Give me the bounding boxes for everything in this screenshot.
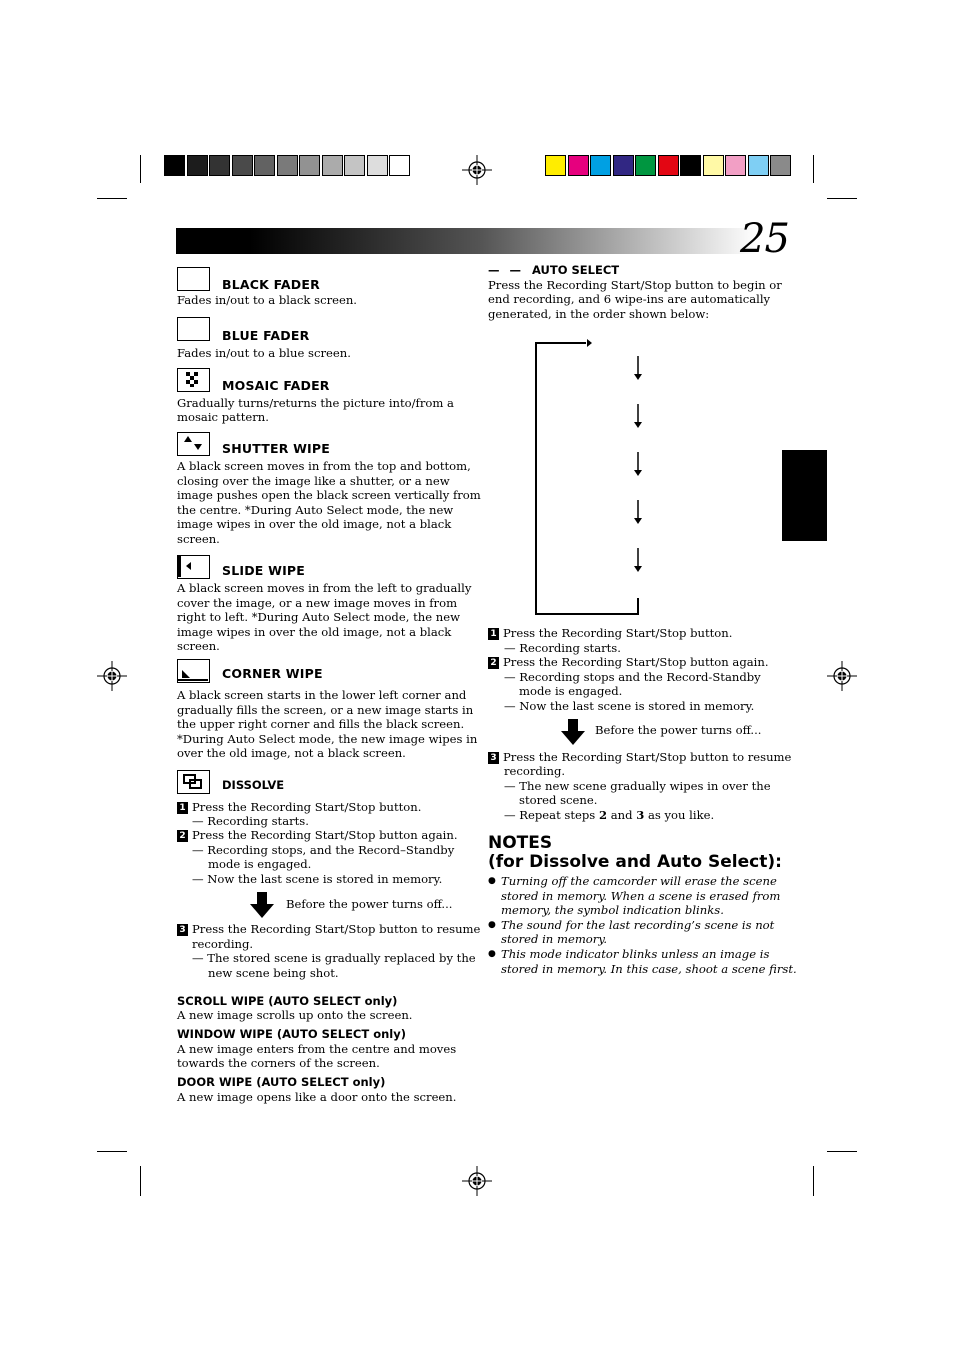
- slide-wipe-text-line: right to left. *During Auto Select mode, the new: [177, 610, 461, 625]
- bullet-icon: ●: [488, 876, 496, 886]
- step-number: 2: [177, 830, 188, 842]
- auto-step-3-sub-1b: stored scene.: [519, 793, 598, 807]
- shutter-wipe-text-line: screen.: [177, 532, 220, 546]
- dissolve-step-1-text: Press the Recording Start/Stop button.: [192, 800, 422, 814]
- color-swatch: [770, 155, 791, 176]
- door-wipe-title: DOOR WIPE (AUTO SELECT only): [177, 1075, 386, 1089]
- dissolve-step-2-text: Press the Recording Start/Stop button again.: [192, 828, 458, 842]
- dissolve-step-2-sub-2: — Now the last scene is stored in memory.: [192, 872, 443, 886]
- mosaic-fader-text-1: Gradually turns/returns the picture into/from a: [177, 396, 454, 410]
- auto-step-1: [488, 626, 732, 641]
- slide-wipe-title: SLIDE WIPE: [222, 563, 306, 578]
- dissolve-step-3-sub-1b: new scene being shot.: [208, 966, 339, 980]
- corner-wipe-icon: [177, 659, 210, 683]
- note-text-line: stored in memory. In this case, shoot a scene first.: [501, 961, 797, 976]
- shutter-wipe-icon: [177, 432, 210, 456]
- color-swatch: [568, 155, 589, 176]
- shutter-wipe-text-line: image pushes open the black screen vertically from: [177, 488, 481, 503]
- auto-select-text-2: end recording, and 6 wipe-ins are automatically: [488, 292, 771, 306]
- color-swatch: [725, 155, 746, 176]
- grayscale-swatch: [299, 155, 320, 176]
- dissolve-power-off-text: Before the power turns off...: [286, 897, 453, 911]
- shutter-wipe-text-line: the centre. *During Auto Select mode, the new: [177, 502, 454, 517]
- slide-wipe-text-line: image wipes in over the old image, not a black: [177, 624, 452, 639]
- mosaic-fader-icon: [177, 368, 210, 392]
- mosaic-fader-title: MOSAIC FADER: [222, 378, 330, 393]
- dissolve-step-3-text-2: recording.: [192, 937, 254, 951]
- notes-title: [488, 834, 782, 872]
- blue-fader-icon: [177, 317, 210, 341]
- corner-wipe-text-line: *During Auto Select mode, the new image wipes in: [177, 731, 478, 746]
- auto-power-off-text: Before the power turns off...: [595, 723, 762, 737]
- black-fader-icon: [177, 267, 210, 291]
- crop-mark: [827, 1151, 857, 1152]
- corner-wipe-text-line: over the old image, not a black screen.: [177, 746, 406, 761]
- black-fader-title: BLACK FADER: [222, 277, 320, 292]
- dissolve-step-2-sub-1b: mode is engaged.: [208, 857, 312, 871]
- crop-mark: [97, 1151, 127, 1152]
- slide-wipe-text-line: A black screen moves in from the left to gradually: [177, 581, 472, 595]
- header-gradient-band: [176, 228, 788, 254]
- scroll-wipe-text: A new image scrolls up onto the screen.: [177, 1008, 413, 1022]
- note-text-line: This mode indicator blinks unless an image is: [501, 947, 770, 961]
- shutter-wipe-text-line: image wipes in over the old image, not a black: [177, 517, 452, 532]
- auto-step-2-sub-1: — Recording stops and the Record-Standby: [504, 670, 761, 684]
- blue-fader-text: Fades in/out to a blue screen.: [177, 346, 351, 360]
- note-text-line: Turning off the camcorder will erase the scene: [501, 874, 777, 888]
- black-fader-text: Fades in/out to a black screen.: [177, 293, 357, 307]
- auto-step-3-text: Press the Recording Start/Stop button to resume: [503, 750, 792, 764]
- window-wipe-title: WINDOW WIPE (AUTO SELECT only): [177, 1027, 407, 1041]
- registration-target-icon: [462, 1166, 492, 1196]
- color-swatch: [658, 155, 679, 176]
- slide-wipe-icon: [177, 555, 210, 579]
- note-text-line: stored in memory. When a scene is erased from: [501, 888, 781, 903]
- dissolve-step-3-sub-1: — The stored scene is gradually replaced by the: [192, 951, 476, 965]
- crop-mark: [827, 198, 857, 199]
- dissolve-step-2-sub-1: — Recording stops, and the Record–Standby: [192, 843, 455, 857]
- auto-step-2-sub-2: — Now the last scene is stored in memory.: [504, 699, 755, 713]
- page-number: 25: [740, 216, 789, 262]
- grayscale-swatch: [389, 155, 410, 176]
- color-swatch: [590, 155, 611, 176]
- color-swatch: [613, 155, 634, 176]
- corner-wipe-title: CORNER WIPE: [222, 666, 323, 681]
- step-number: 2: [488, 657, 499, 669]
- grayscale-swatch: [322, 155, 343, 176]
- auto-step-1-sub: — Recording starts.: [504, 641, 621, 655]
- wipe-order-diagram: [530, 336, 650, 620]
- notes-title-line-2: (for Dissolve and Auto Select):: [488, 852, 782, 872]
- dissolve-icon: [177, 770, 210, 794]
- note-text-line: memory, the symbol indication blinks.: [501, 903, 724, 918]
- auto-step-3-sub-2: — Repeat steps 2 and 3 as you like.: [504, 808, 715, 822]
- registration-target-icon: [97, 661, 127, 691]
- step-number: 1: [177, 802, 188, 814]
- bullet-icon: ●: [488, 949, 496, 959]
- corner-wipe-text-line: the upper right corner and fills the black screen.: [177, 717, 465, 732]
- blue-fader-title: BLUE FADER: [222, 328, 310, 343]
- shutter-wipe-text-line: A black screen moves in from the top and bottom,: [177, 459, 471, 473]
- grayscale-swatch: [254, 155, 275, 176]
- auto-select-title: AUTO SELECT: [532, 263, 620, 277]
- window-wipe-text-2: towards the corners of the screen.: [177, 1056, 380, 1070]
- dissolve-step-2: [177, 828, 458, 843]
- corner-wipe-text-line: gradually fills the screen, or a new image starts in: [177, 702, 474, 717]
- slide-wipe-text-line: screen.: [177, 639, 220, 654]
- auto-select-text-3: generated, in the order shown below:: [488, 307, 710, 321]
- dissolve-step-3-text: Press the Recording Start/Stop button to resume: [192, 922, 481, 936]
- auto-step-3: [488, 750, 791, 765]
- dissolve-step-1: [177, 800, 421, 815]
- mosaic-fader-text-2: mosaic pattern.: [177, 410, 269, 424]
- color-swatch: [703, 155, 724, 176]
- window-wipe-text-1: A new image enters from the centre and moves: [177, 1042, 457, 1056]
- scroll-wipe-title: SCROLL WIPE (AUTO SELECT only): [177, 994, 398, 1008]
- shutter-wipe-text-line: closing over the image like a shutter, or a new: [177, 473, 450, 488]
- grayscale-swatch: [344, 155, 365, 176]
- dissolve-step-1-sub: — Recording starts.: [192, 814, 309, 828]
- shutter-wipe-title: SHUTTER WIPE: [222, 441, 331, 456]
- grayscale-swatch: [187, 155, 208, 176]
- grayscale-swatch: [209, 155, 230, 176]
- door-wipe-text: A new image opens like a door onto the screen.: [177, 1090, 457, 1104]
- dissolve-step-3: [177, 922, 480, 937]
- auto-step-3-text-2: recording.: [504, 764, 566, 778]
- crop-mark: [140, 155, 141, 183]
- bullet-icon: ●: [488, 919, 496, 930]
- notes-title-line-1: NOTES: [488, 833, 553, 853]
- grayscale-swatch: [164, 155, 185, 176]
- crop-mark: [97, 198, 127, 199]
- auto-step-2-sub-1b: mode is engaged.: [519, 684, 623, 698]
- auto-step-3-sub-1: — The new scene gradually wipes in over the: [504, 779, 771, 793]
- crop-mark: [140, 1166, 141, 1196]
- note-text-line: The sound for the last recording’s scene is not: [501, 917, 775, 932]
- corner-wipe-text-line: A black screen starts in the lower left corner and: [177, 688, 467, 702]
- section-tab: [782, 450, 827, 541]
- crop-mark: [813, 155, 814, 183]
- color-swatch: [545, 155, 566, 176]
- auto-step-1-text: Press the Recording Start/Stop button.: [503, 626, 733, 640]
- auto-select-icon: — —: [488, 263, 525, 277]
- color-swatch: [680, 155, 701, 176]
- auto-step-2: [488, 655, 769, 670]
- grayscale-swatch: [367, 155, 388, 176]
- auto-step-2-text: Press the Recording Start/Stop button again.: [503, 655, 769, 669]
- dissolve-title: DISSOLVE: [222, 778, 285, 792]
- auto-select-heading: [488, 263, 619, 277]
- registration-target-icon: [827, 661, 857, 691]
- step-number: 1: [488, 628, 499, 640]
- registration-target-icon: [462, 155, 492, 185]
- color-swatch: [635, 155, 656, 176]
- step-number: 3: [488, 752, 499, 764]
- slide-wipe-text-line: cover the image, or a new image moves in from: [177, 595, 458, 610]
- step-number: 3: [177, 924, 188, 936]
- down-arrow-icon: [249, 892, 275, 918]
- color-swatch: [748, 155, 769, 176]
- grayscale-swatch: [277, 155, 298, 176]
- grayscale-swatch: [232, 155, 253, 176]
- auto-select-text-1: Press the Recording Start/Stop button to begin or: [488, 278, 782, 292]
- note-text-line: stored in memory.: [501, 932, 608, 947]
- crop-mark: [813, 1166, 814, 1196]
- down-arrow-icon: [560, 719, 586, 745]
